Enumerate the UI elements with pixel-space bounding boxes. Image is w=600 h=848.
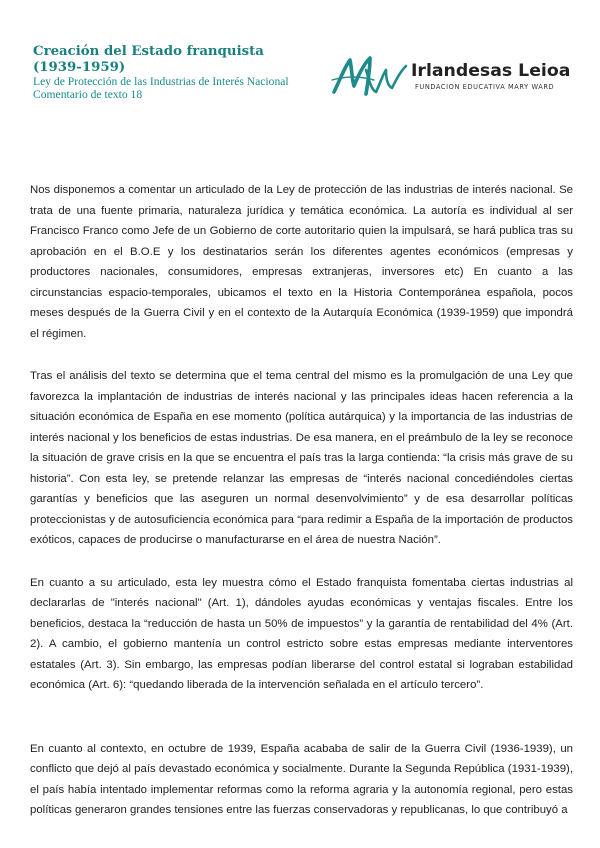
brand-tagline: FUNDACION EDUCATIVA MARY WARD [415,83,555,91]
paragraph-context: En cuanto al contexto, en octubre de 1939, España acababa de salir de la Guerra Civil (1936-1939), un conflicto que dejó al país devastado económica y socialmente. Durante la Segunda República (1931-1939), el país había intentado implementar reformas como la reforma agraria y la autonomía regional, pero estas políticas generaron grandes tensiones entre las fuerzas conservadoras y republicanas, lo que contribuyó a [30,742,573,816]
paragraph-introduction: Nos disponemos a comentar un articulado de la Ley de protección de las industrias de interés nacional. Se trata de una fuente primaria, naturaleza jurídica y temática económica. La autoría es individual al ser Francisco Franco como Jefe de un Gobierno de corte autoritario quien la impulsará, se hará publica tras su aprobación en el B.O.E y los destinatarios serán los diferentes agentes económicos (empresas y productores nacionales, consumidores, empresas extranjeras, inversores etc) En cuanto a las circunstancias espacio-temporales, ubicamos el texto en la Historia Contemporánea española, pocos meses después de la Guerra Civil y en el contexto de la Autarquía Económica (1939-1959) que impondrá el régimen. [30,184,573,340]
school-logo [330,50,580,100]
document-header [33,44,333,101]
title-line-2: (1939-1959) [33,59,126,75]
document-body [30,180,573,843]
paragraph-articulado: En cuanto a su articulado, esta ley muestra cómo el Estado franquista fomentaba ciertas industrias al declararlas de "interés nacional" (Art. 1), dándoles ayudas económicas y ventajas fiscales. Entre los beneficios, destaca la “reducción de hasta un 50% de impuestos” y la garantía de rentabilidad del 4% (Art. 2). A cambio, el gobierno mantenía un control estricto sobre estas empresas mediante interventores estatales (Art. 3). Sin embargo, las empresas podían liberarse del control estatal si lograban estabilidad económica (Art. 6): “quedando liberada de la intervención señalada en el artículo tercero”. [30,576,573,691]
document-title [33,44,333,75]
mw-monogram-icon [330,50,412,102]
paragraph-analysis: Tras el análisis del texto se determina que el tema central del mismo es la promulgación de una Ley que favorezca la implantación de industrias de interés nacional y las principales ideas hacen referencia a la situación económica de España en ese momento (política autárquica) y la importancia de las industrias de interés nacional y los beneficios de estas industrias. De esa manera, en el preámbulo de la ley se reconoce la situación de grave crisis en la que se encuentra el país tras la larga contienda: “la crisis más grave de su historia”. Con esta ley, se pretende relanzar las empresas de “interés nacional concediéndoles ciertas garantías y beneficios que las aseguren un normal desenvolvimiento” y de esa desarrollar políticas proteccionistas y de autosuficiencia económica para “para redimir a España de la importación de productos exóticos, capaces de producirse o manufacturarse en el área de nuestra Nación”. [30,370,573,546]
law-title: Ley de Protección de las Industrias de Interés Nacional [33,75,289,88]
title-line-1: Creación del Estado franquista [33,44,264,59]
brand-name: Irlandesas Leioa [411,61,571,81]
document-label: Comentario de texto 18 [33,88,143,102]
